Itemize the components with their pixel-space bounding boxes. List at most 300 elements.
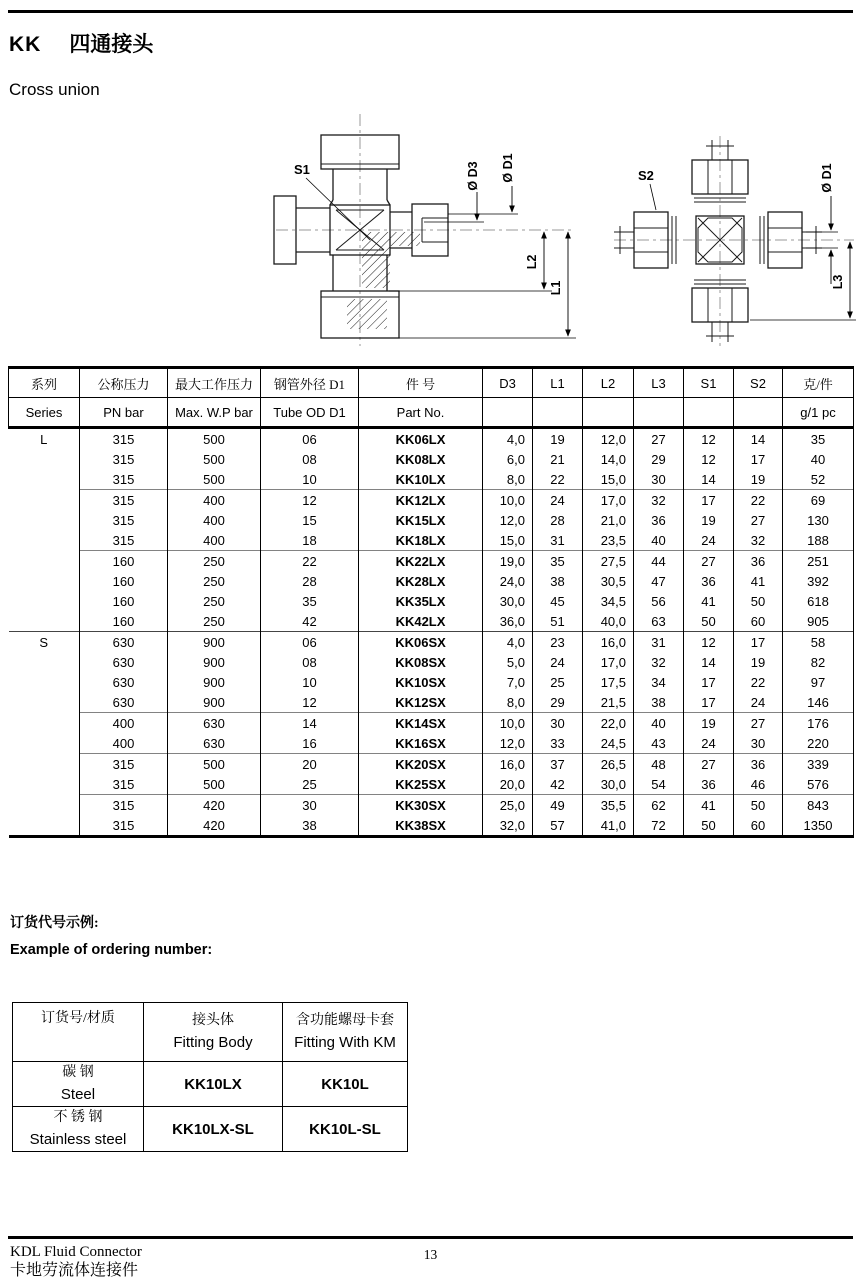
cell-series (9, 611, 80, 632)
cell-wt: 576 (783, 774, 854, 795)
cell-l3: 29 (634, 449, 684, 469)
cell-l1: 21 (533, 449, 583, 469)
cell-l1: 25 (533, 672, 583, 692)
cell-s1: 50 (684, 611, 734, 632)
cell-pn: 630 (80, 652, 168, 672)
cell-wt: 220 (783, 733, 854, 754)
table-row (9, 591, 854, 611)
cell-s2: 17 (734, 449, 783, 469)
dim-label-s1: S1 (294, 162, 310, 177)
cell-l2: 35,5 (583, 795, 634, 816)
cell-series (9, 551, 80, 572)
cell-wt: 97 (783, 672, 854, 692)
cell-l1: 37 (533, 754, 583, 775)
cell-wp: 500 (168, 469, 261, 490)
cell-d3: 8,0 (483, 692, 533, 713)
cell-od: 20 (261, 754, 359, 775)
cell-wp: 250 (168, 571, 261, 591)
cell-wt: 176 (783, 713, 854, 734)
header-empty (483, 398, 533, 428)
cell-wt: 905 (783, 611, 854, 632)
cell-d3: 30,0 (483, 591, 533, 611)
cell-pn: 630 (80, 692, 168, 713)
cell-series: S (9, 632, 80, 653)
cell-s1: 50 (684, 815, 734, 837)
cell-d3: 4,0 (483, 428, 533, 450)
cell-wt: 52 (783, 469, 854, 490)
cell-part: KK16SX (359, 733, 483, 754)
cell-pn: 630 (80, 672, 168, 692)
dimensions-table-body (9, 428, 854, 837)
cell-part: KK15LX (359, 510, 483, 530)
cell-l3: 47 (634, 571, 684, 591)
cell-series (9, 795, 80, 816)
cell-l2: 15,0 (583, 469, 634, 490)
cell-l2: 30,0 (583, 774, 634, 795)
cell-l3: 62 (634, 795, 684, 816)
cell-pn: 160 (80, 571, 168, 591)
top-rule (8, 10, 853, 13)
cell-l1: 57 (533, 815, 583, 837)
cell-wp: 250 (168, 591, 261, 611)
cell-part: KK38SX (359, 815, 483, 837)
ordering-header-body-cn: 接头体 (192, 1013, 234, 1028)
cell-l2: 22,0 (583, 713, 634, 734)
part-number-km-stainless: KK10L-SL (283, 1107, 408, 1152)
cell-s2: 60 (734, 611, 783, 632)
dim-label-l3: L3 (831, 274, 845, 290)
cell-wt: 251 (783, 551, 854, 572)
cell-pn: 630 (80, 632, 168, 653)
header-empty (533, 398, 583, 428)
table-row (9, 428, 854, 450)
cell-s1: 17 (684, 672, 734, 692)
cell-od: 42 (261, 611, 359, 632)
cell-wt: 339 (783, 754, 854, 775)
cell-part: KK08LX (359, 449, 483, 469)
header-pn-en: PN bar (80, 398, 168, 428)
cell-s2: 22 (734, 490, 783, 511)
cell-part: KK12LX (359, 490, 483, 511)
part-number-body-steel: KK10LX (144, 1062, 283, 1107)
cell-l3: 72 (634, 815, 684, 837)
cell-l3: 31 (634, 632, 684, 653)
cell-l1: 33 (533, 733, 583, 754)
table-row (9, 692, 854, 713)
cell-l1: 23 (533, 632, 583, 653)
cell-l3: 54 (634, 774, 684, 795)
cell-d3: 15,0 (483, 530, 533, 551)
cell-s2: 24 (734, 692, 783, 713)
cell-d3: 8,0 (483, 469, 533, 490)
cell-s1: 17 (684, 490, 734, 511)
cell-part: KK25SX (359, 774, 483, 795)
header-wp-cn: 最大工作压力 (168, 368, 261, 398)
page-title-chinese: 四通接头 (69, 32, 154, 56)
cell-pn: 160 (80, 551, 168, 572)
cell-l2: 12,0 (583, 428, 634, 450)
cell-part: KK08SX (359, 652, 483, 672)
material-stainless (13, 1107, 144, 1152)
footer-company-cn: 卡地劳流体连接件 (10, 1262, 139, 1279)
table-row (9, 754, 854, 775)
cell-l2: 26,5 (583, 754, 634, 775)
cell-wt: 392 (783, 571, 854, 591)
dim-label-l2: L2 (525, 254, 539, 270)
footer-company-en: KDL Fluid Connector (10, 1244, 142, 1260)
header-part-en: Part No. (359, 398, 483, 428)
dim-label-d1: Ø D1 (501, 153, 515, 183)
table-row (9, 713, 854, 734)
dim-label-d3: Ø D3 (466, 161, 480, 191)
cell-d3: 7,0 (483, 672, 533, 692)
cell-s2: 50 (734, 795, 783, 816)
cell-l2: 40,0 (583, 611, 634, 632)
cell-s1: 17 (684, 692, 734, 713)
cell-pn: 315 (80, 530, 168, 551)
cell-part: KK20SX (359, 754, 483, 775)
header-empty (684, 398, 734, 428)
cell-l3: 30 (634, 469, 684, 490)
cell-od: 25 (261, 774, 359, 795)
cell-wt: 40 (783, 449, 854, 469)
cell-pn: 315 (80, 510, 168, 530)
cell-part: KK12SX (359, 692, 483, 713)
cell-od: 12 (261, 490, 359, 511)
page-title (9, 28, 153, 58)
cell-l1: 24 (533, 490, 583, 511)
cell-wp: 400 (168, 530, 261, 551)
cell-s2: 46 (734, 774, 783, 795)
cell-wt: 130 (783, 510, 854, 530)
cell-l1: 19 (533, 428, 583, 450)
cell-l1: 24 (533, 652, 583, 672)
table-row (9, 449, 854, 469)
cell-s1: 12 (684, 632, 734, 653)
header-s2: S2 (734, 368, 783, 398)
cell-l3: 34 (634, 672, 684, 692)
cell-pn: 160 (80, 611, 168, 632)
cell-wt: 188 (783, 530, 854, 551)
cell-od: 30 (261, 795, 359, 816)
cell-l1: 30 (533, 713, 583, 734)
cell-wp: 630 (168, 713, 261, 734)
table-row (9, 733, 854, 754)
header-weight-cn: 克/件 (783, 368, 854, 398)
cell-s1: 41 (684, 591, 734, 611)
cell-part: KK35LX (359, 591, 483, 611)
cell-part: KK06LX (359, 428, 483, 450)
cell-wt: 618 (783, 591, 854, 611)
cell-part: KK06SX (359, 632, 483, 653)
cell-part: KK10SX (359, 672, 483, 692)
dim-label-s2: S2 (638, 168, 654, 183)
cell-wp: 400 (168, 510, 261, 530)
cell-s2: 22 (734, 672, 783, 692)
cell-od: 08 (261, 652, 359, 672)
cell-l2: 41,0 (583, 815, 634, 837)
table-row (9, 611, 854, 632)
series-code: KK (9, 33, 42, 56)
cell-od: 06 (261, 632, 359, 653)
cell-part: KK42LX (359, 611, 483, 632)
cell-l3: 40 (634, 713, 684, 734)
cell-wp: 900 (168, 632, 261, 653)
ordering-title-english: Example of ordering number: (10, 942, 213, 958)
cell-pn: 315 (80, 428, 168, 450)
cell-l1: 22 (533, 469, 583, 490)
cell-od: 06 (261, 428, 359, 450)
cell-l2: 21,0 (583, 510, 634, 530)
cell-series (9, 692, 80, 713)
cell-series (9, 815, 80, 837)
header-od-en: Tube OD D1 (261, 398, 359, 428)
cell-pn: 315 (80, 774, 168, 795)
ordering-header-material-cn: 订货号/材质 (41, 1011, 115, 1026)
ordering-header-body (144, 1003, 283, 1062)
material-steel-cn: 碳 钢 (62, 1065, 94, 1080)
cell-wp: 250 (168, 551, 261, 572)
cell-l2: 17,0 (583, 490, 634, 511)
cell-d3: 12,0 (483, 733, 533, 754)
cell-od: 10 (261, 469, 359, 490)
cell-wp: 500 (168, 774, 261, 795)
ordering-header-km (283, 1003, 408, 1062)
cell-series (9, 490, 80, 511)
header-empty (634, 398, 684, 428)
cell-od: 15 (261, 510, 359, 530)
cell-l3: 32 (634, 490, 684, 511)
cell-pn: 400 (80, 733, 168, 754)
cell-s1: 14 (684, 652, 734, 672)
header-empty (734, 398, 783, 428)
cell-s1: 12 (684, 449, 734, 469)
cell-part: KK10LX (359, 469, 483, 490)
cell-s1: 36 (684, 774, 734, 795)
cell-l2: 24,5 (583, 733, 634, 754)
table-row (9, 490, 854, 511)
cell-s2: 36 (734, 551, 783, 572)
header-weight-en: g/1 pc (783, 398, 854, 428)
header-series-cn: 系列 (9, 368, 80, 398)
table-row (9, 815, 854, 837)
cell-series (9, 449, 80, 469)
ordering-header-km-cn: 含功能螺母卡套 (296, 1013, 394, 1028)
cell-s2: 17 (734, 632, 783, 653)
cell-s2: 30 (734, 733, 783, 754)
cell-wp: 420 (168, 815, 261, 837)
table-header-english (9, 398, 854, 428)
cell-od: 14 (261, 713, 359, 734)
cell-pn: 400 (80, 713, 168, 734)
cell-l2: 14,0 (583, 449, 634, 469)
cell-l3: 56 (634, 591, 684, 611)
cell-l3: 48 (634, 754, 684, 775)
cell-wp: 420 (168, 795, 261, 816)
ordering-header-row (13, 1003, 408, 1062)
cell-s2: 19 (734, 469, 783, 490)
cell-l3: 44 (634, 551, 684, 572)
cell-od: 18 (261, 530, 359, 551)
cell-series (9, 469, 80, 490)
cell-l1: 31 (533, 530, 583, 551)
cell-d3: 6,0 (483, 449, 533, 469)
cell-l2: 17,0 (583, 652, 634, 672)
cell-wp: 900 (168, 692, 261, 713)
page-subtitle: Cross union (9, 80, 100, 99)
cell-s2: 27 (734, 510, 783, 530)
dim-label-l1: L1 (549, 280, 563, 296)
table-row (9, 469, 854, 490)
material-stainless-cn: 不 锈 钢 (53, 1110, 103, 1125)
cell-series (9, 530, 80, 551)
cell-l1: 35 (533, 551, 583, 572)
ordering-row-stainless (13, 1107, 408, 1152)
table-row (9, 551, 854, 572)
table-row (9, 632, 854, 653)
cell-series (9, 591, 80, 611)
cell-s2: 41 (734, 571, 783, 591)
dimensions-table (8, 366, 854, 838)
cell-wt: 35 (783, 428, 854, 450)
cell-series (9, 571, 80, 591)
cell-s1: 41 (684, 795, 734, 816)
header-l2: L2 (583, 368, 634, 398)
part-number-body-stainless: KK10LX-SL (144, 1107, 283, 1152)
cell-wp: 900 (168, 672, 261, 692)
table-header-chinese (9, 368, 854, 398)
table-row (9, 530, 854, 551)
header-part-cn: 件 号 (359, 368, 483, 398)
cell-s1: 24 (684, 530, 734, 551)
part-number-km-steel: KK10L (283, 1062, 408, 1107)
cell-wp: 250 (168, 611, 261, 632)
cell-l2: 27,5 (583, 551, 634, 572)
cell-s1: 27 (684, 551, 734, 572)
assembled-view-drawing (610, 132, 860, 350)
header-d3: D3 (483, 368, 533, 398)
cell-d3: 16,0 (483, 754, 533, 775)
cell-series (9, 672, 80, 692)
cell-s1: 12 (684, 428, 734, 450)
cell-series (9, 733, 80, 754)
cell-pn: 315 (80, 815, 168, 837)
table-row (9, 672, 854, 692)
cell-wp: 500 (168, 754, 261, 775)
cell-l1: 42 (533, 774, 583, 795)
material-steel (13, 1062, 144, 1107)
cell-d3: 10,0 (483, 713, 533, 734)
cell-s2: 14 (734, 428, 783, 450)
table-row (9, 571, 854, 591)
cell-d3: 12,0 (483, 510, 533, 530)
cross-section-drawing (272, 110, 587, 350)
cell-d3: 32,0 (483, 815, 533, 837)
cell-od: 22 (261, 551, 359, 572)
header-wp-en: Max. W.P bar (168, 398, 261, 428)
cell-series (9, 713, 80, 734)
cell-l1: 45 (533, 591, 583, 611)
cell-s2: 36 (734, 754, 783, 775)
cell-series (9, 510, 80, 530)
ordering-header-material (13, 1003, 144, 1062)
cell-s2: 60 (734, 815, 783, 837)
cell-l1: 49 (533, 795, 583, 816)
header-pn-cn: 公称压力 (80, 368, 168, 398)
header-s1: S1 (684, 368, 734, 398)
cell-s1: 36 (684, 571, 734, 591)
cell-s1: 27 (684, 754, 734, 775)
cell-l3: 27 (634, 428, 684, 450)
header-l1: L1 (533, 368, 583, 398)
cell-l1: 28 (533, 510, 583, 530)
cell-wt: 82 (783, 652, 854, 672)
ordering-header-km-en: Fitting With KM (294, 1034, 396, 1051)
cell-wt: 58 (783, 632, 854, 653)
header-l3: L3 (634, 368, 684, 398)
material-stainless-en: Stainless steel (29, 1131, 127, 1148)
table-row (9, 510, 854, 530)
header-od-cn: 钢管外径 D1 (261, 368, 359, 398)
cell-part: KK22LX (359, 551, 483, 572)
ordering-example-table (12, 1002, 408, 1152)
cell-l3: 43 (634, 733, 684, 754)
header-empty (583, 398, 634, 428)
cell-wt: 843 (783, 795, 854, 816)
cell-d3: 36,0 (483, 611, 533, 632)
cell-od: 12 (261, 692, 359, 713)
cell-od: 35 (261, 591, 359, 611)
cell-part: KK14SX (359, 713, 483, 734)
cell-s1: 19 (684, 510, 734, 530)
cell-pn: 160 (80, 591, 168, 611)
cell-l3: 40 (634, 530, 684, 551)
cell-l2: 34,5 (583, 591, 634, 611)
cell-wt: 146 (783, 692, 854, 713)
table-row (9, 795, 854, 816)
cell-part: KK30SX (359, 795, 483, 816)
cell-d3: 5,0 (483, 652, 533, 672)
cell-part: KK28LX (359, 571, 483, 591)
table-row (9, 652, 854, 672)
cell-wp: 500 (168, 428, 261, 450)
cell-pn: 315 (80, 449, 168, 469)
cell-d3: 10,0 (483, 490, 533, 511)
page-number: 13 (423, 1247, 438, 1262)
ordering-title-chinese: 订货代号示例: (10, 916, 99, 931)
cell-pn: 315 (80, 795, 168, 816)
cell-l3: 63 (634, 611, 684, 632)
cell-wp: 400 (168, 490, 261, 511)
cell-l3: 32 (634, 652, 684, 672)
cell-od: 10 (261, 672, 359, 692)
cell-d3: 4,0 (483, 632, 533, 653)
cell-l2: 23,5 (583, 530, 634, 551)
table-row (9, 774, 854, 795)
cell-l2: 16,0 (583, 632, 634, 653)
cell-s2: 19 (734, 652, 783, 672)
cell-l2: 17,5 (583, 672, 634, 692)
cell-l1: 38 (533, 571, 583, 591)
footer-rule (8, 1236, 853, 1239)
cell-pn: 315 (80, 490, 168, 511)
cell-d3: 25,0 (483, 795, 533, 816)
cell-pn: 315 (80, 754, 168, 775)
cell-od: 08 (261, 449, 359, 469)
cell-part: KK18LX (359, 530, 483, 551)
cell-l3: 38 (634, 692, 684, 713)
cell-wt: 1350 (783, 815, 854, 837)
